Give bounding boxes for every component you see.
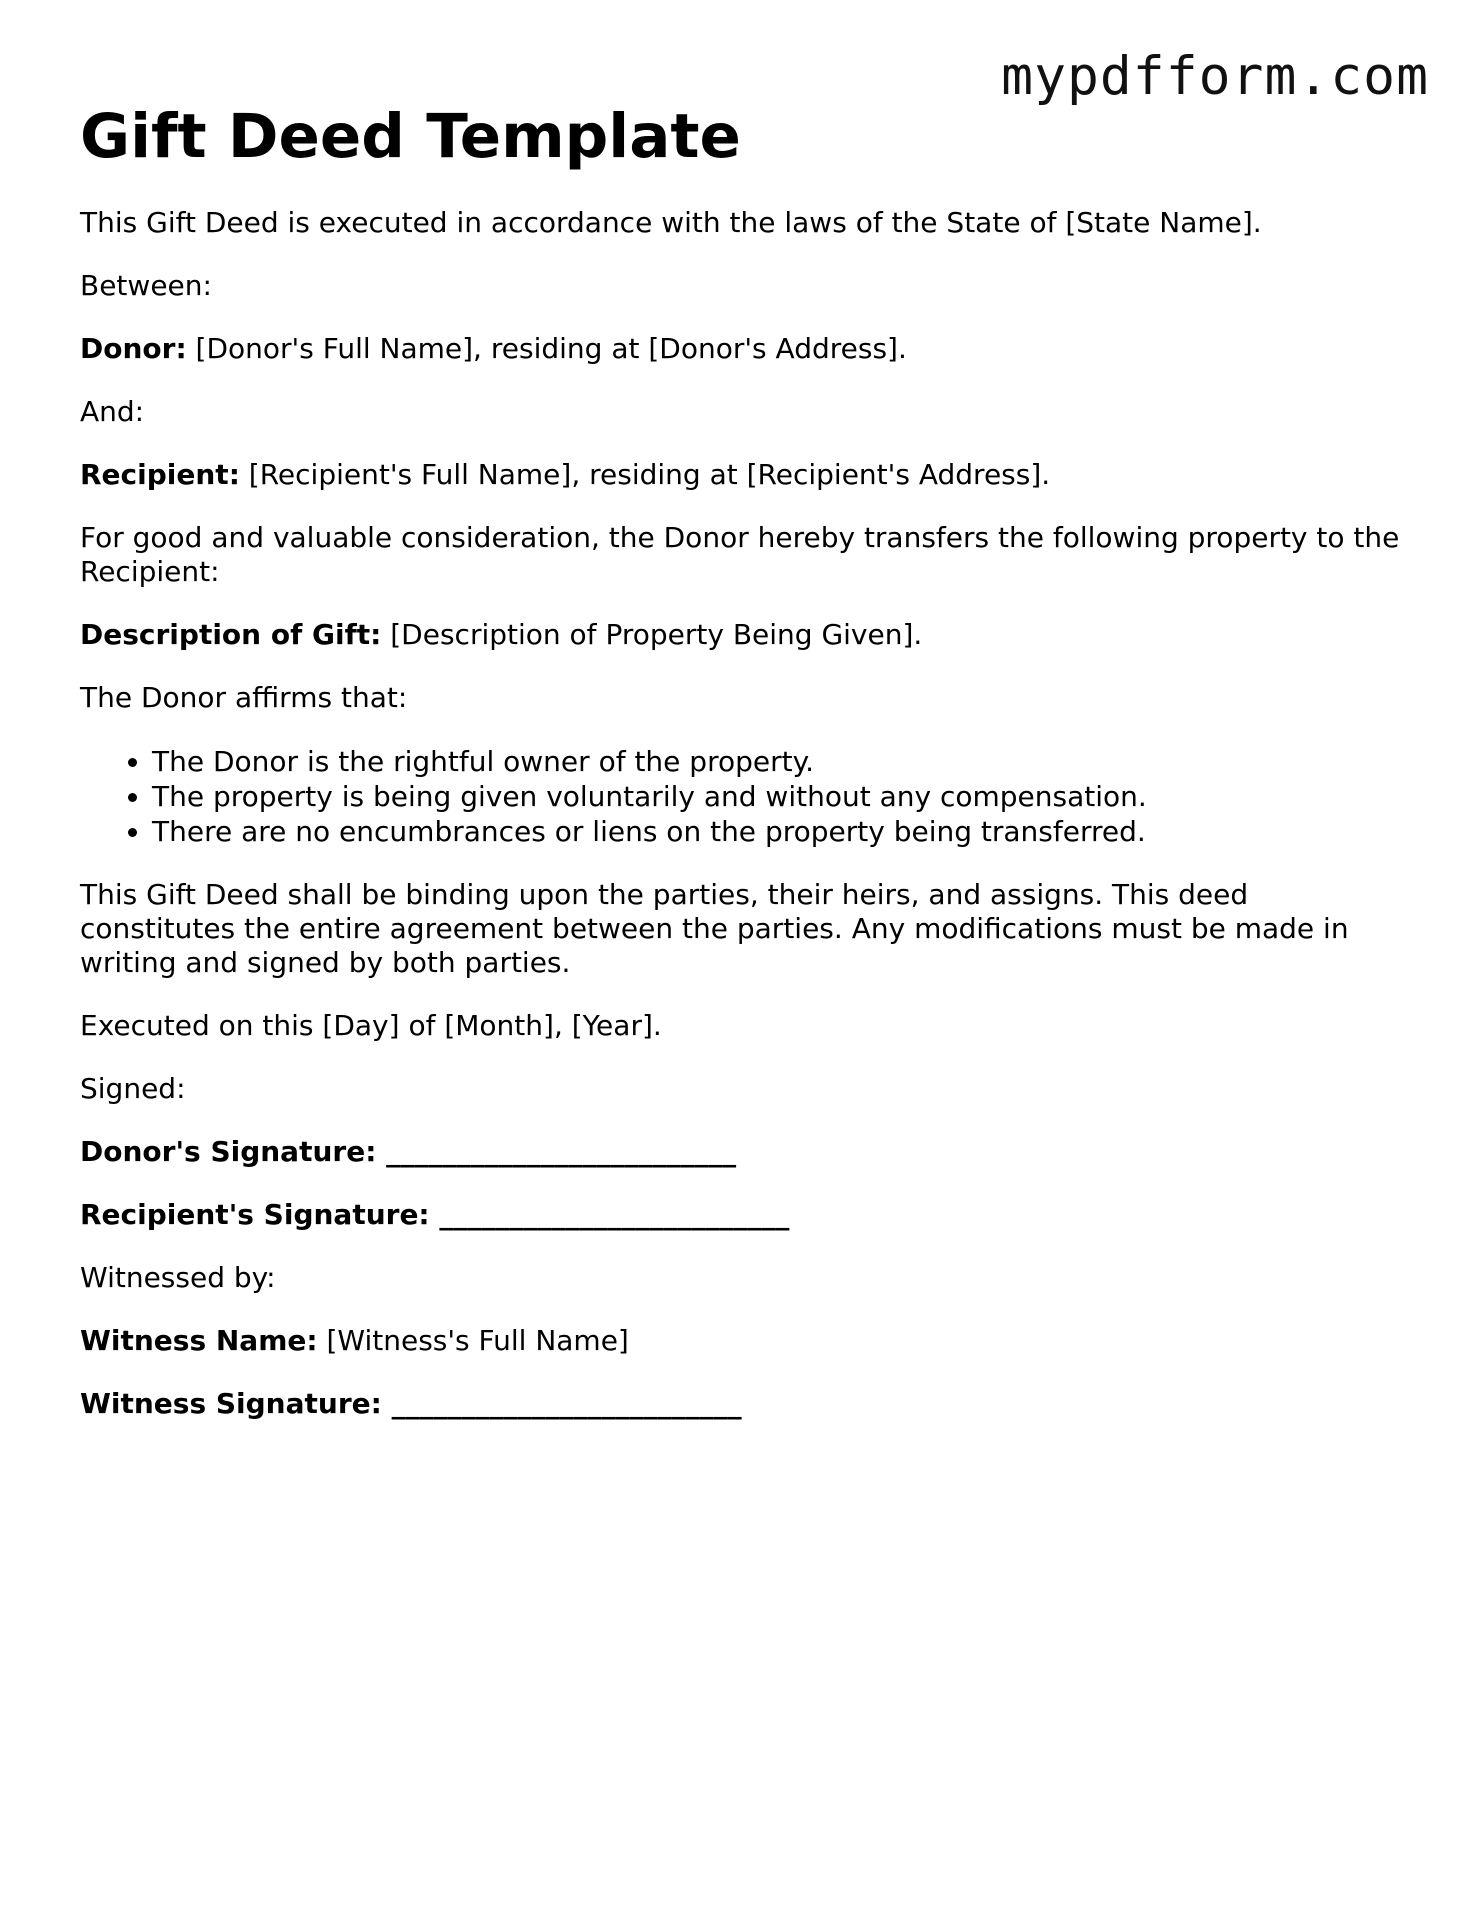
affirms-paragraph: The Donor affirms that: xyxy=(80,681,408,715)
between-label: Between: xyxy=(80,269,212,303)
donor-signature-blank: _________________________ xyxy=(376,1135,737,1169)
witnessed-by-label: Witnessed by: xyxy=(80,1261,276,1295)
gift-line xyxy=(80,618,1400,652)
gift-label: Description of Gift: xyxy=(80,618,382,652)
donor-details: [Donor's Full Name], residing at [Donor's Address]. xyxy=(186,332,907,366)
consideration-paragraph: For good and valuable consideration, the Donor hereby transfers the following property to the Recipient: xyxy=(80,521,1400,589)
recipient-signature-blank: _________________________ xyxy=(429,1198,790,1232)
recipient-details: [Recipient's Full Name], residing at [Recipient's Address]. xyxy=(239,458,1051,492)
witness-signature-blank: _________________________ xyxy=(381,1387,742,1421)
witness-signature-label: Witness Signature: xyxy=(80,1387,382,1421)
witness-name-line xyxy=(80,1324,1400,1358)
watermark: mypdfform.com xyxy=(1001,46,1429,107)
recipient-signature-line xyxy=(80,1198,1400,1232)
affirmations-list xyxy=(80,744,1400,849)
list-item: • The Donor is the rightful owner of the property. xyxy=(152,744,1400,779)
recipient-signature-label: Recipient's Signature: xyxy=(80,1198,430,1232)
intro-paragraph: This Gift Deed is executed in accordance with the laws of the State of [State Name]. xyxy=(80,206,1262,240)
signed-label: Signed: xyxy=(80,1072,186,1106)
list-item: • There are no encumbrances or liens on the property being transferred. xyxy=(152,814,1400,849)
donor-line xyxy=(80,332,1400,366)
gift-details: [Description of Property Being Given]. xyxy=(381,618,923,652)
recipient-label: Recipient: xyxy=(80,458,240,492)
and-label: And: xyxy=(80,395,145,429)
recipient-line xyxy=(80,458,1400,492)
donor-label: Donor: xyxy=(80,332,187,366)
binding-paragraph: This Gift Deed shall be binding upon the parties, their heirs, and assigns. This deed constitutes the entire agreement between the parties. Any modifications must be made in writing and signed by both parties. xyxy=(80,878,1349,980)
document-body xyxy=(80,92,1400,1450)
page-title: Gift Deed Template xyxy=(80,101,741,172)
donor-signature-label: Donor's Signature: xyxy=(80,1135,377,1169)
list-item: • The property is being given voluntarily and without any compensation. xyxy=(152,779,1400,814)
executed-paragraph: Executed on this [Day] of [Month], [Year]. xyxy=(80,1009,662,1043)
witness-signature-line xyxy=(80,1387,1400,1421)
witness-name-details: [Witness's Full Name] xyxy=(317,1324,629,1358)
donor-signature-line xyxy=(80,1135,1400,1169)
witness-name-label: Witness Name: xyxy=(80,1324,318,1358)
